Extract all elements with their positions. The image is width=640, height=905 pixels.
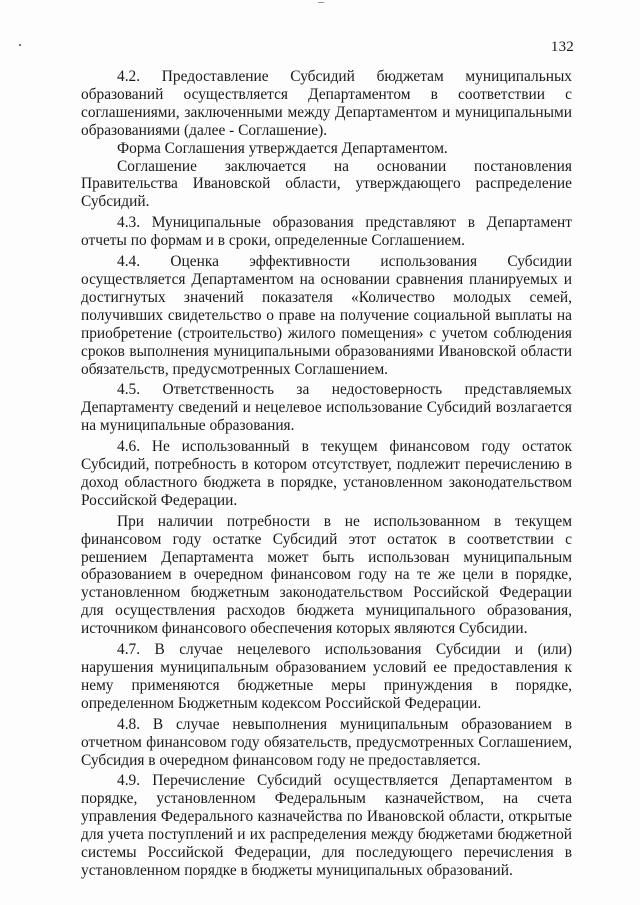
paragraph-4-3: 4.3. Муниципальные образования представляют в Департамент отчеты по формам и в сроки, определенные Соглашением. [81, 214, 572, 250]
page-number: 132 [550, 39, 574, 55]
paragraph-agreement-basis: Соглашение заключается на основании постановления Правительства Ивановской области, утверждающего распределение Субсидий. [81, 157, 572, 211]
paragraph-4-5: 4.5. Ответственность за недостоверность представляемых Департаменту сведений и нецелевое использование Субсидий возлагается на муниципальные образования. [81, 381, 572, 435]
paragraph-remaining-balance: При наличии потребности в не использованном в текущем финансовом году остатке Субсидий этот остаток в соответствии с решением Департамента может быть использован муниципальным образованием в очередном финансовом году на те же цели в порядке, установленном бюджетным законодательством Российской Федерации для осуществления расходов бюджета муниципального образования, источником финансового обеспечения которых являются Субсидии. [81, 512, 572, 638]
document-body [81, 68, 572, 880]
paragraph-4-4: 4.4. Оценка эффективности использования Субсидии осуществляется Департаментом на основании сравнения планируемых и достигнутых значений показателя «Количество молодых семей, получивших свидетельство о праве на получение социальной выплаты на приобретение (строительство) жилого помещения» с учетом соблюдения сроков выполнения муниципальными образованиями Ивановской области обязательств, предусмотренных Соглашением. [81, 253, 572, 378]
paragraph-4-2: 4.2. Предоставление Субсидий бюджетам муниципальных образований осуществляется Департаментом в соответствии с соглашениями, заключенными между Департаментом и муниципальными образованиями (далее - Соглашение). [81, 68, 572, 139]
paragraph-4-7: 4.7. В случае нецелевого использования Субсидии и (или) нарушения муниципальным образованием условий ее предоставления к нему применяются бюджетные меры принуждения в порядке, определенном Бюджетным кодексом Российской Федерации. [81, 641, 572, 712]
paragraph-4-8: 4.8. В случае невыполнения муниципальным образованием в отчетном финансовом году обязательств, предусмотренных Соглашением, Субсидия в очередном финансовом году не предоставляется. [81, 715, 572, 769]
paragraph-4-9: 4.9. Перечисление Субсидий осуществляется Департаментом в порядке, установленном Федеральным казначейством, на счета управления Федерального казначейства по Ивановской области, открытые для учета поступлений и их распределения между бюджетами бюджетной системы Российской Федерации, для последующего перечисления в установленном порядке в бюджеты муниципальных образований. [81, 772, 572, 879]
paragraph-agreement-form: Форма Соглашения утверждается Департаментом. [117, 139, 448, 157]
scan-speck [318, 2, 324, 3]
scan-speck [19, 44, 21, 46]
paragraph-4-6: 4.6. Не использованный в текущем финансовом году остаток Субсидий, потребность в котором отсутствует, подлежит перечислению в доход областного бюджета в порядке, установленном законодательством Российской Федерации. [81, 438, 572, 509]
